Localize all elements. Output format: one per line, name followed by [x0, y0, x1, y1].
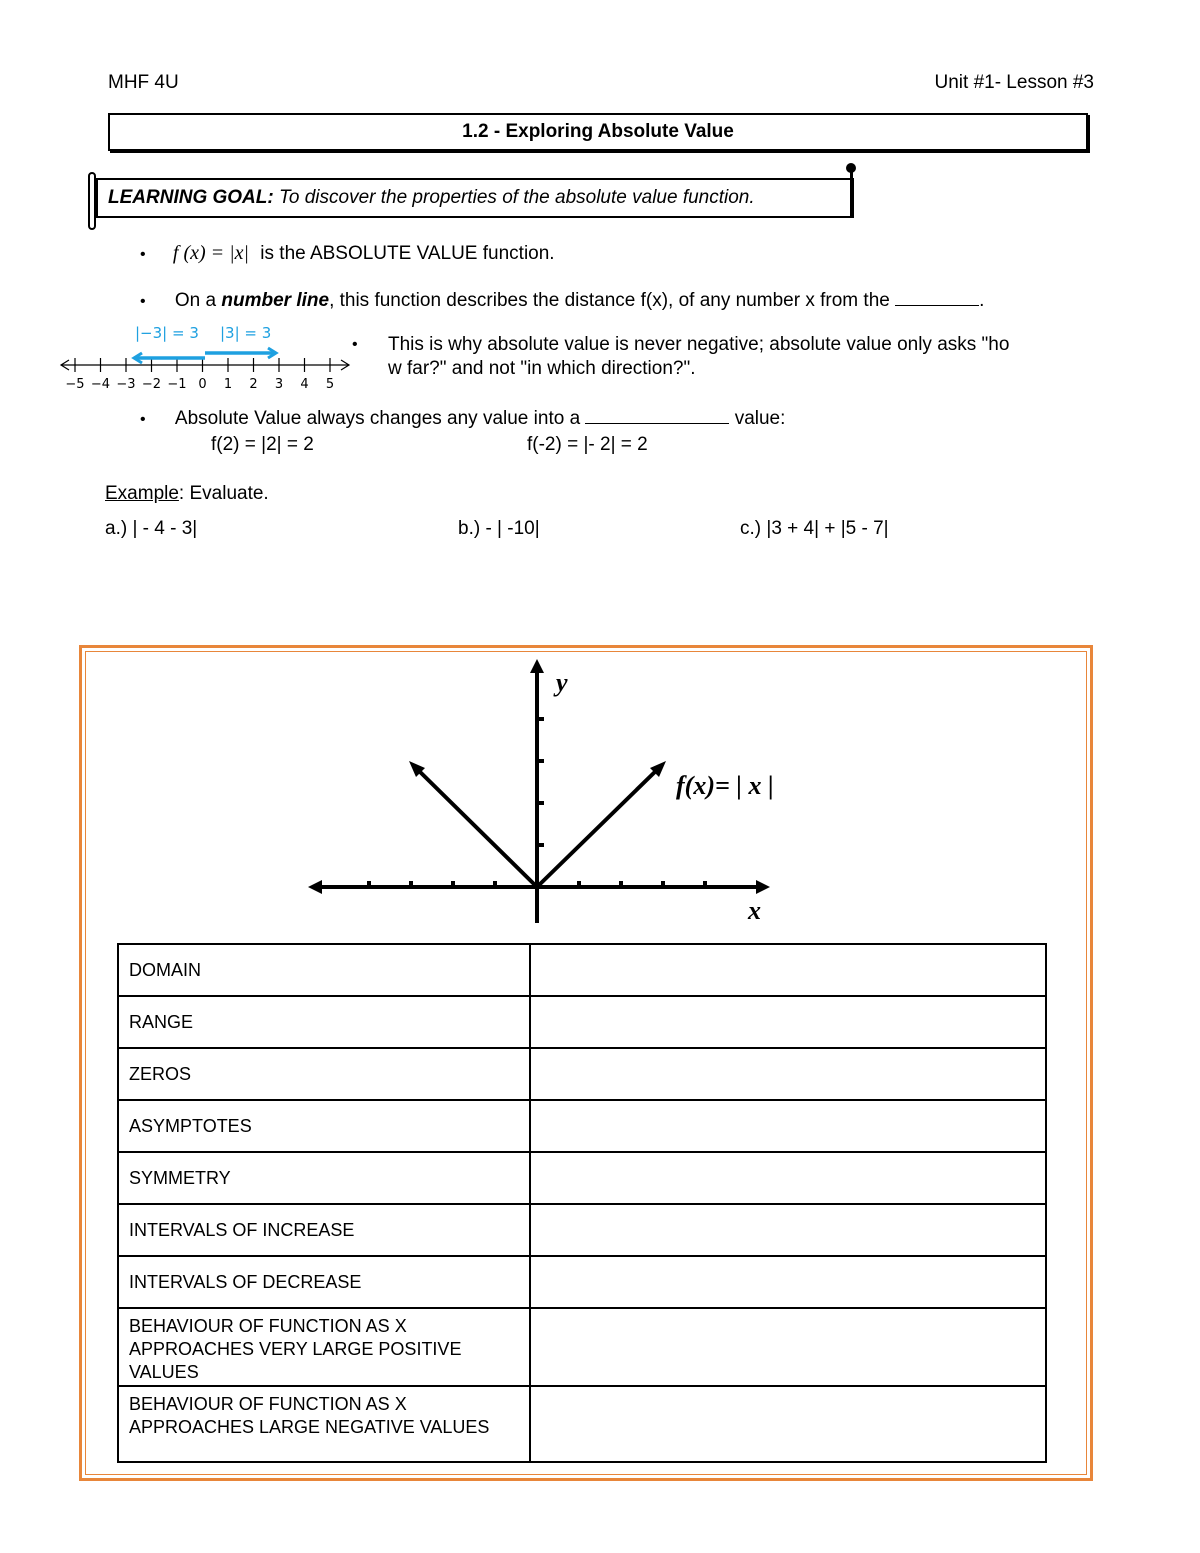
number-line-tick-label: 4 — [300, 377, 309, 392]
learning-goal-box — [96, 178, 854, 218]
property-label: INTERVALS OF DECREASE — [118, 1256, 530, 1308]
table-row — [118, 1048, 1046, 1100]
number-line-tick-label: 1 — [223, 377, 233, 392]
property-answer-cell[interactable] — [530, 996, 1046, 1048]
table-row — [118, 944, 1046, 996]
bullet-2-bold: number line — [221, 290, 330, 311]
bullet-1-text: is the ABSOLUTE VALUE function. — [260, 243, 555, 264]
number-line-label-left: |−3| = 3 — [135, 324, 199, 342]
property-answer-cell[interactable] — [530, 1256, 1046, 1308]
y-axis-arrow-up — [530, 659, 544, 673]
property-label: DOMAIN — [118, 944, 530, 996]
learning-goal-label: LEARNING GOAL: — [108, 187, 274, 208]
bullet-dot: • — [140, 293, 146, 310]
bullet-3-line-1: This is why absolute value is never negative; absolute value only asks "ho — [388, 334, 1010, 355]
example-heading-rest: : Evaluate. — [178, 483, 269, 504]
bullet-dot: • — [140, 411, 146, 428]
table-row — [118, 1100, 1046, 1152]
example-a: a.) | - 4 - 3| — [105, 518, 198, 539]
example-c: c.) |3 + 4| + |5 - 7| — [740, 518, 889, 539]
bullet-1 — [140, 242, 555, 265]
function-right-branch — [537, 765, 662, 887]
fill-blank-line — [585, 409, 729, 424]
number-line-tick-label: −5 — [65, 377, 85, 392]
number-line-tick-label: 0 — [198, 377, 207, 392]
table-row — [118, 1256, 1046, 1308]
property-label: RANGE — [118, 996, 530, 1048]
course-code: MHF 4U — [108, 72, 179, 93]
function-label: f(x)= | x | — [676, 771, 774, 800]
number-line — [55, 318, 355, 393]
x-axis-arrow-right — [756, 880, 770, 894]
y-axis-label: y — [556, 668, 568, 697]
property-answer-cell[interactable] — [530, 1386, 1046, 1462]
unit-lesson: Unit #1- Lesson #3 — [934, 72, 1094, 93]
bullet-3 — [352, 333, 1009, 381]
bullet-2 — [140, 290, 984, 312]
property-answer-cell[interactable] — [530, 1152, 1046, 1204]
bullet-2-post: , this function describes the distance f(x), of any number x from the — [329, 290, 890, 311]
number-line-label-right: |3| = 3 — [220, 324, 272, 342]
abs-function-formula: f (x) = |x| — [172, 242, 250, 264]
learning-goal-text: To discover the properties of the absolute value function. — [279, 187, 755, 208]
bullet-2-pre: On a — [174, 290, 217, 311]
example-b: b.) - | -10| — [458, 518, 540, 539]
example-heading — [105, 483, 269, 505]
table-row — [118, 1386, 1046, 1462]
example-f2: f(2) = |2| = 2 — [211, 434, 314, 455]
property-label: BEHAVIOUR OF FUNCTION AS X APPROACHES VERY LARGE POSITIVE VALUES — [118, 1308, 530, 1386]
bullet-2-end: . — [979, 290, 985, 311]
property-answer-cell[interactable] — [530, 1100, 1046, 1152]
property-label: INTERVALS OF INCREASE — [118, 1204, 530, 1256]
number-line-tick-label: 3 — [274, 377, 284, 392]
table-row — [118, 1308, 1046, 1386]
bullet-dot: • — [140, 246, 146, 263]
bullet-4 — [140, 408, 785, 430]
bullet-dot: • — [352, 336, 358, 353]
property-answer-cell[interactable] — [530, 1204, 1046, 1256]
x-axis-label: x — [748, 896, 761, 925]
property-label: SYMMETRY — [118, 1152, 530, 1204]
property-answer-cell[interactable] — [530, 944, 1046, 996]
example-heading-label: Example — [105, 483, 179, 504]
bullet-3-line-2: w far?" and not "in which direction?". — [388, 358, 696, 379]
example-f-neg2: f(-2) = |- 2| = 2 — [527, 434, 648, 455]
number-line-ticks — [65, 358, 334, 392]
number-line-tick-label: −2 — [141, 377, 162, 392]
table-row — [118, 1152, 1046, 1204]
bullet-4-post: value: — [734, 408, 786, 429]
property-label: ASYMPTOTES — [118, 1100, 530, 1152]
bullet-4-pre: Absolute Value always changes any value into a — [174, 408, 581, 429]
properties-table — [117, 943, 1047, 1463]
property-answer-cell[interactable] — [530, 1048, 1046, 1100]
scroll-curl-left — [88, 172, 96, 230]
function-left-branch — [413, 765, 537, 887]
property-label: BEHAVIOUR OF FUNCTION AS X APPROACHES LARGE NEGATIVE VALUES — [118, 1386, 530, 1462]
number-line-tick-label: −1 — [167, 377, 187, 392]
table-row — [118, 1204, 1046, 1256]
number-line-tick-label: 5 — [325, 377, 335, 392]
number-line-tick-label: −4 — [90, 377, 111, 392]
x-axis-arrow-left — [308, 880, 322, 894]
property-answer-cell[interactable] — [530, 1308, 1046, 1386]
number-line-tick-label: 2 — [249, 377, 258, 392]
page-title: 1.2 - Exploring Absolute Value — [108, 113, 1088, 151]
number-line-tick-label: −3 — [116, 377, 136, 392]
table-row — [118, 996, 1046, 1048]
fill-blank-line — [895, 291, 979, 306]
abs-value-graph — [300, 655, 800, 930]
property-label: ZEROS — [118, 1048, 530, 1100]
